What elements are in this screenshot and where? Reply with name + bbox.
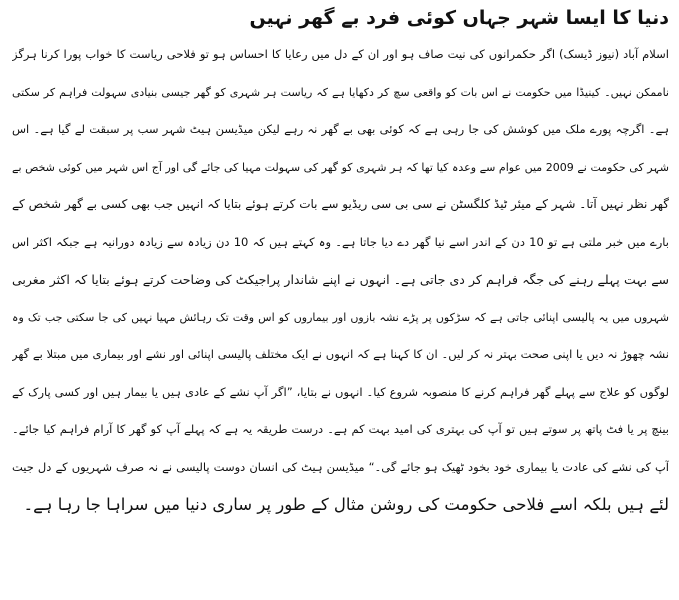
article-line: اسلام آباد (نیوز ڈیسک) اگر حکمرانوں کی نیت صاف ہو اور ان کے دل میں رعایا کا احساس ہو تو فلاحی ریاست کا خواب پورا کرنا ہرگز bbox=[12, 47, 669, 61]
article-line: شہر کی حکومت نے 2009 میں عوام سے وعدہ کیا تھا کہ ہر شہری کو گھر کی سہولت مہیا کی جائے گی اور آج اس شہر میں کوئی شخص بے bbox=[12, 160, 669, 174]
article-line: لئے ہیں بلکہ اسے فلاحی حکومت کی روشن مثال کے طور پر ساری دنیا میں سراہا جا رہا ہے۔ bbox=[23, 495, 669, 514]
article-headline: دنیا کا ایسا شہر جہاں کوئی فرد بے گھر نہیں bbox=[249, 7, 669, 29]
article-line: لوگوں کو علاج سے پہلے گھر فراہم کرنے کا منصوبہ شروع کیا۔ انہوں نے بتایا، ”اگر آپ نشے کے عادی ہیں یا بیمار ہیں اور کسی پارک کے bbox=[12, 384, 669, 399]
article-body bbox=[12, 36, 669, 524]
article-line: بینچ پر یا فٹ پاتھ پر سوتے ہیں تو آپ کی بہتری کی امید بہت کم ہے۔ درست طریقہ یہ ہے کہ پہلے آپ کو گھر کا آرام فراہم کیا جائے۔ bbox=[12, 422, 669, 436]
article-line: ناممکن نہیں۔ کینیڈا میں حکومت نے اس بات کو واقعی سچ کر دکھایا ہے کہ ریاست ہر شہری کو گھر جیسی بنیادی سہولت فراہم کر سکتی bbox=[12, 85, 669, 99]
article-line: ہے۔ اگرچہ پورے ملک میں کوشش کی جا رہی ہے کہ کوئی بھی بے گھر نہ رہے لیکن میڈیسن ہیٹ شہر سب پر سبقت لے گیا ہے۔ اس bbox=[12, 122, 669, 136]
article-line: آپ کی نشے کی عادت یا بیماری خود بخود ٹھیک ہو جائے گی۔“ میڈیسن ہیٹ کی انسان دوست پالیسی نے نہ صرف شہریوں کے دل جیت bbox=[12, 459, 669, 474]
article-line: شہروں میں یہ پالیسی اپنائی جاتی ہے کہ سڑکوں پر پڑے نشہ بازوں اور بیماروں کو اس وقت تک رہائش مہیا نہیں کی جا سکتی جب تک وہ bbox=[12, 310, 669, 324]
article-line: بارے میں خبر ملتی ہے تو 10 دن کے اندر اسے نیا گھر دے دیا جاتا ہے۔ وہ کہتے ہیں کہ 10 دن زیادہ سے زیادہ دورانیہ ہے جبکہ اکثر اس bbox=[12, 234, 669, 249]
article-line: نشہ چھوڑ نہ دیں یا اپنی صحت بہتر نہ کر لیں۔ ان کا کہنا ہے کہ انہوں نے ایک مختلف پالیسی اپنائی اور نشے اور بیماری میں مبتلا بے گھر bbox=[12, 347, 669, 361]
article-line: گھر نظر نہیں آتا۔ شہر کے میئر ٹیڈ کلگسٹن نے سی بی سی ریڈیو سے بات کرتے ہوئے بتایا کہ انہیں جب بھی کسی بے گھر شخص کے bbox=[12, 197, 669, 211]
article-line: سے بہت پہلے رہنے کی جگہ فراہم کر دی جاتی ہے۔ انہوں نے اپنے شاندار پراجیکٹ کی وضاحت کرتے ہوئے بتایا کہ اکثر مغربی bbox=[12, 272, 669, 287]
